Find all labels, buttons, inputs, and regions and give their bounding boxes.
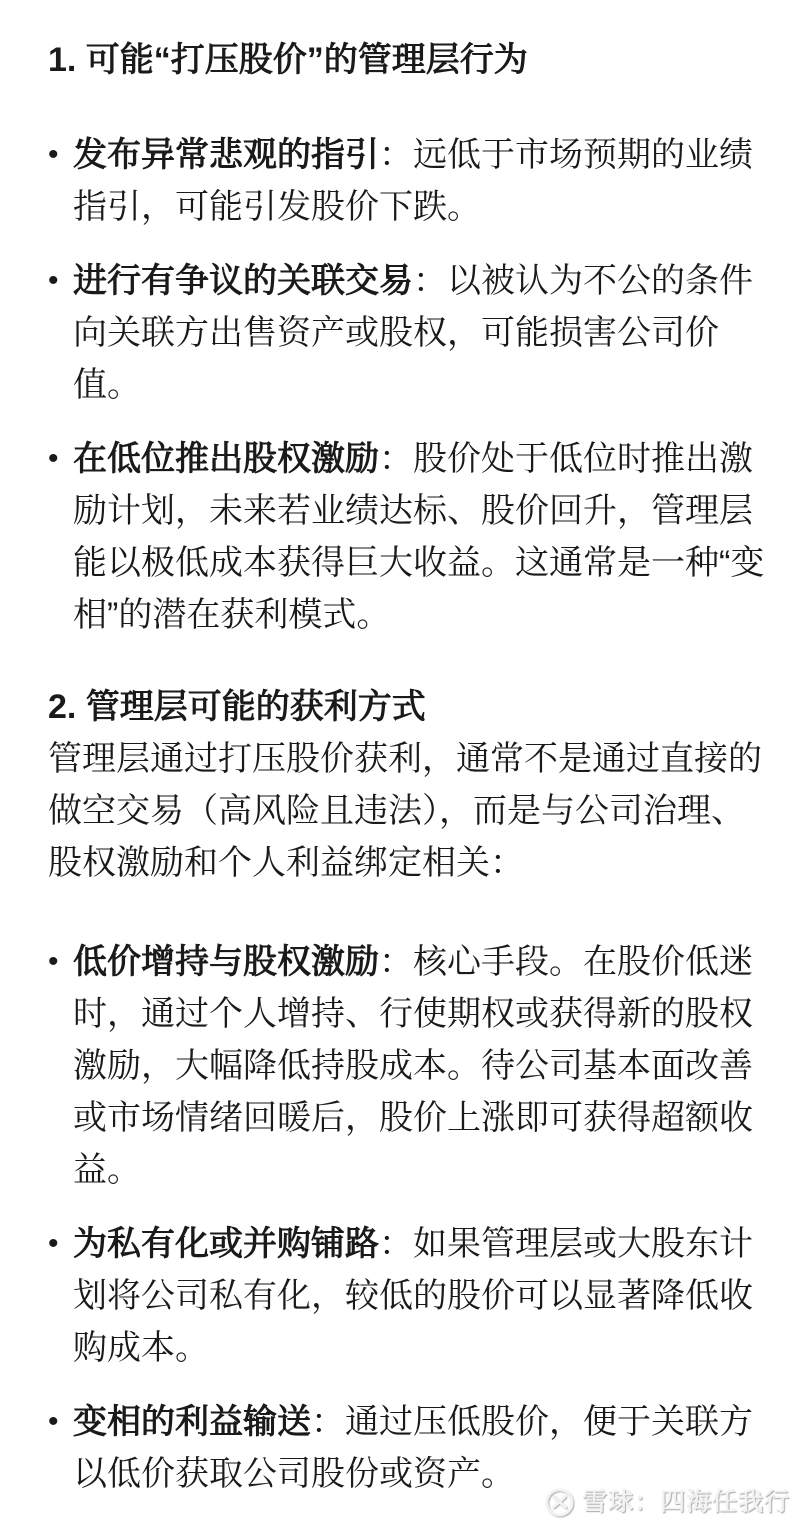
bullet-body: ：如果管理层或大股东计划将公司私有化，较低的股价可以显著降低收购成本。 [73, 1225, 753, 1367]
bullet-term: 变相的利益输送 [73, 1403, 311, 1441]
bullet-marker: • [48, 945, 59, 978]
list-item [48, 129, 770, 233]
section-1-list [48, 129, 770, 641]
article [48, 34, 770, 1500]
bullet-marker: • [48, 1227, 59, 1260]
section-2-heading: 2. 管理层可能的获利方式 [48, 688, 426, 726]
bullet-marker: • [48, 442, 59, 475]
list-item [48, 433, 770, 641]
bullet-marker: • [48, 264, 59, 297]
list-item-text [73, 433, 770, 641]
watermark [544, 1486, 790, 1518]
bullet-body: ：股价处于低位时推出激励计划，未来若业绩达标、股价回升，管理层能以极低成本获得巨大收益。这通常是一种“变相”的潜在获利模式。 [73, 440, 765, 634]
bullet-term: 进行有争议的关联交易 [73, 262, 413, 300]
list-item-text [73, 1218, 770, 1374]
watermark-text: 雪球：四海任我行 [581, 1488, 790, 1516]
bullet-term: 低价增持与股权激励 [73, 943, 379, 981]
xueqiu-snowball-icon [544, 1487, 575, 1518]
section-2-list [48, 936, 770, 1500]
bullet-term: 在低位推出股权激励 [73, 440, 379, 478]
list-item [48, 936, 770, 1196]
list-item-text [73, 1396, 770, 1500]
list-item-text [73, 936, 770, 1196]
list-item-text [73, 255, 770, 411]
bullet-marker: • [48, 1405, 59, 1438]
section-2-intro: 管理层通过打压股价获利，通常不是通过直接的做空交易（高风险且违法），而是与公司治理、股权激励和个人利益绑定相关： [48, 740, 762, 882]
section-1-heading: 1. 可能“打压股价”的管理层行为 [48, 41, 528, 79]
list-item [48, 1396, 770, 1500]
bullet-body: ：核心手段。在股价低迷时，通过个人增持、行使期权或获得新的股权激励，大幅降低持股成本。待公司基本面改善或市场情绪回暖后，股价上涨即可获得超额收益。 [73, 943, 753, 1189]
bullet-body: ：远低于市场预期的业绩指引，可能引发股价下跌。 [73, 136, 753, 226]
bullet-term: 为私有化或并购铺路 [73, 1225, 379, 1263]
list-item [48, 255, 770, 411]
bullet-term: 发布异常悲观的指引 [73, 136, 379, 174]
bullet-marker: • [48, 138, 59, 171]
list-item-text [73, 129, 770, 233]
list-item [48, 1218, 770, 1374]
bullet-body: ：以被认为不公的条件向关联方出售资产或股权，可能损害公司价值。 [73, 262, 753, 404]
bullet-body: ：通过压低股价，便于关联方以低价获取公司股份或资产。 [73, 1403, 753, 1493]
